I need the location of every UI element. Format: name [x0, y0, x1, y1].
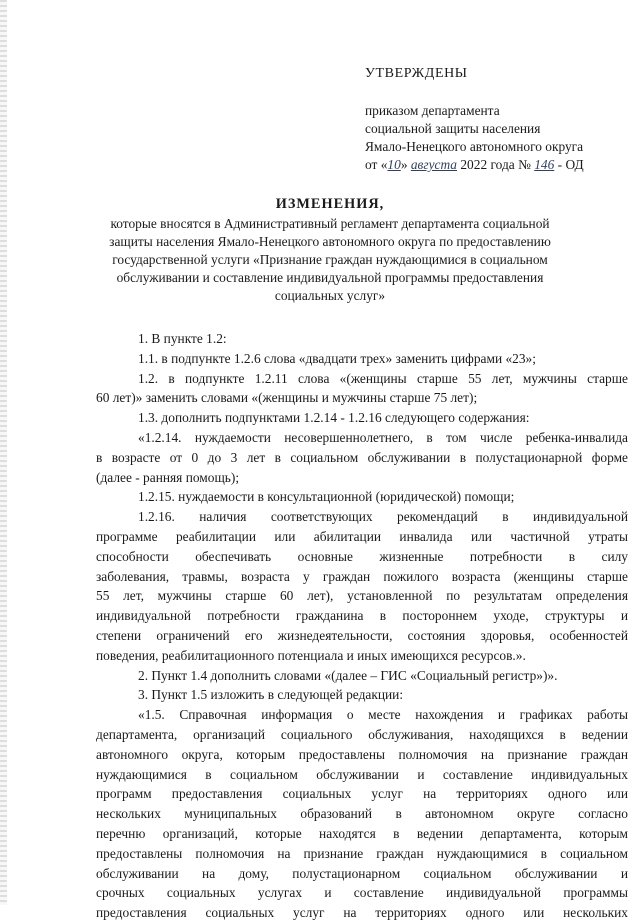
subtitle-line: которые вносятся в Административный регламент департамента социальной [110, 216, 550, 231]
subtitle-line: государственной услуги «Признание граждан нуждающимися в социальном [112, 252, 548, 267]
body-line: 3. Пункт 1.5 изложить в следующей редакции: [138, 687, 404, 703]
body-line: перечню организаций, которые находятся в ведении департамента, которым [96, 825, 628, 841]
body-line: «1.2.14. нуждаемости несовершеннолетнего, в том числе ребенка-инвалида [138, 429, 628, 445]
body-line: поведения, реабилитационного потенциала и иных имеющихся ресурсов.». [96, 647, 526, 663]
document-body [96, 329, 628, 923]
body-line: нуждающимися в социальном обслуживании и составление индивидуальных [96, 766, 628, 782]
approval-line: социальной защиты населения [365, 121, 541, 136]
body-line: 60 лет)» заменить словами «(женщины и мужчины старше 75 лет); [96, 390, 478, 406]
document-subtitle [95, 215, 565, 305]
approval-line: Ямало-Ненецкого автономного округа [365, 139, 584, 154]
body-line: 2. Пункт 1.4 дополнить словами «(далее – ГИС «Социальный регистр»)». [138, 667, 558, 683]
date-prefix: от « [365, 157, 388, 172]
scan-edge-artifact [0, 0, 7, 905]
subtitle-line: обслуживании и составление индивидуальной программы предоставления [116, 270, 544, 285]
handwritten-number: 146 [534, 157, 555, 172]
body-line: (далее - ранняя помощь); [96, 469, 240, 485]
body-line: «1.5. Справочная информация о месте нахождения и графиках работы [138, 707, 628, 723]
body-line: индивидуальной потребности гражданина в постороннем уходе, структуры и [96, 608, 628, 624]
subtitle-line: социальных услуг» [274, 288, 386, 303]
date-year: 2022 года № [457, 157, 535, 172]
body-line: 1. В пункте 1.2: [138, 331, 227, 346]
body-line: обслуживании на дому, полустационарном социальном обслуживании и [96, 865, 628, 881]
body-line: срочных социальных услугах и составление индивидуальной программы [96, 885, 628, 901]
body-line: департамента, организаций социального обслуживания, находящихся в ведении [96, 726, 628, 742]
body-line: способности обеспечивать основные жизненные потребности в силу [96, 548, 628, 564]
body-line: 55 лет, мужчины старше 60 лет), установленной по результатам определения [96, 588, 628, 604]
body-line: заболевания, травмы, возраста у граждан пожилого возраста (женщины старше [96, 568, 628, 584]
body-line: 1.2. в подпункте 1.2.11 слова «(женщины старше 55 лет, мужчины старше [138, 370, 628, 386]
date-mid: » [400, 157, 411, 172]
body-line: предоставления социальных услуг на территориях одного или нескольких [96, 905, 628, 921]
body-line: 1.3. дополнить подпунктами 1.2.14 - 1.2.16 следующего содержания: [138, 410, 530, 426]
body-line: 1.2.15. нуждаемости в консультационной (юридической) помощи; [138, 489, 515, 505]
approval-line: приказом департамента [365, 103, 500, 118]
subtitle-line: защиты населения Ямало-Ненецкого автономного округа по предоставлению [109, 234, 551, 249]
document-title: ИЗМЕНЕНИЯ, [275, 196, 385, 212]
body-line: нескольких муниципальных образований в автономном округе согласно [96, 806, 628, 822]
body-line: 1.1. в подпункте 1.2.6 слова «двадцати трех» заменить цифрами «23»; [138, 350, 536, 366]
handwritten-day: 10 [387, 157, 401, 172]
approval-date-line [365, 158, 584, 171]
date-suffix: - ОД [554, 157, 584, 172]
body-line: программе реабилитации или абилитации инвалида или частичной утраты [96, 528, 628, 544]
body-line: степени ограничений его жизнедеятельности, состояния здоровья, особенностей [96, 627, 628, 643]
body-line: 1.2.16. наличия соответствующих рекомендаций в индивидуальной [138, 509, 628, 525]
body-line: программ предоставления социальных услуг на территориях одного или [96, 786, 628, 802]
approved-heading: УТВЕРЖДЕНЫ [365, 66, 468, 81]
body-line: предоставлены полномочия на признание граждан нуждающимися в социальном [96, 845, 628, 861]
body-line: автономного округа, которым предоставлены полномочия на признание граждан [96, 746, 628, 762]
body-line: в возрасте от 0 до 3 лет в социальном обслуживании в полустационарной форме [96, 449, 628, 465]
handwritten-month: августа [410, 157, 458, 172]
